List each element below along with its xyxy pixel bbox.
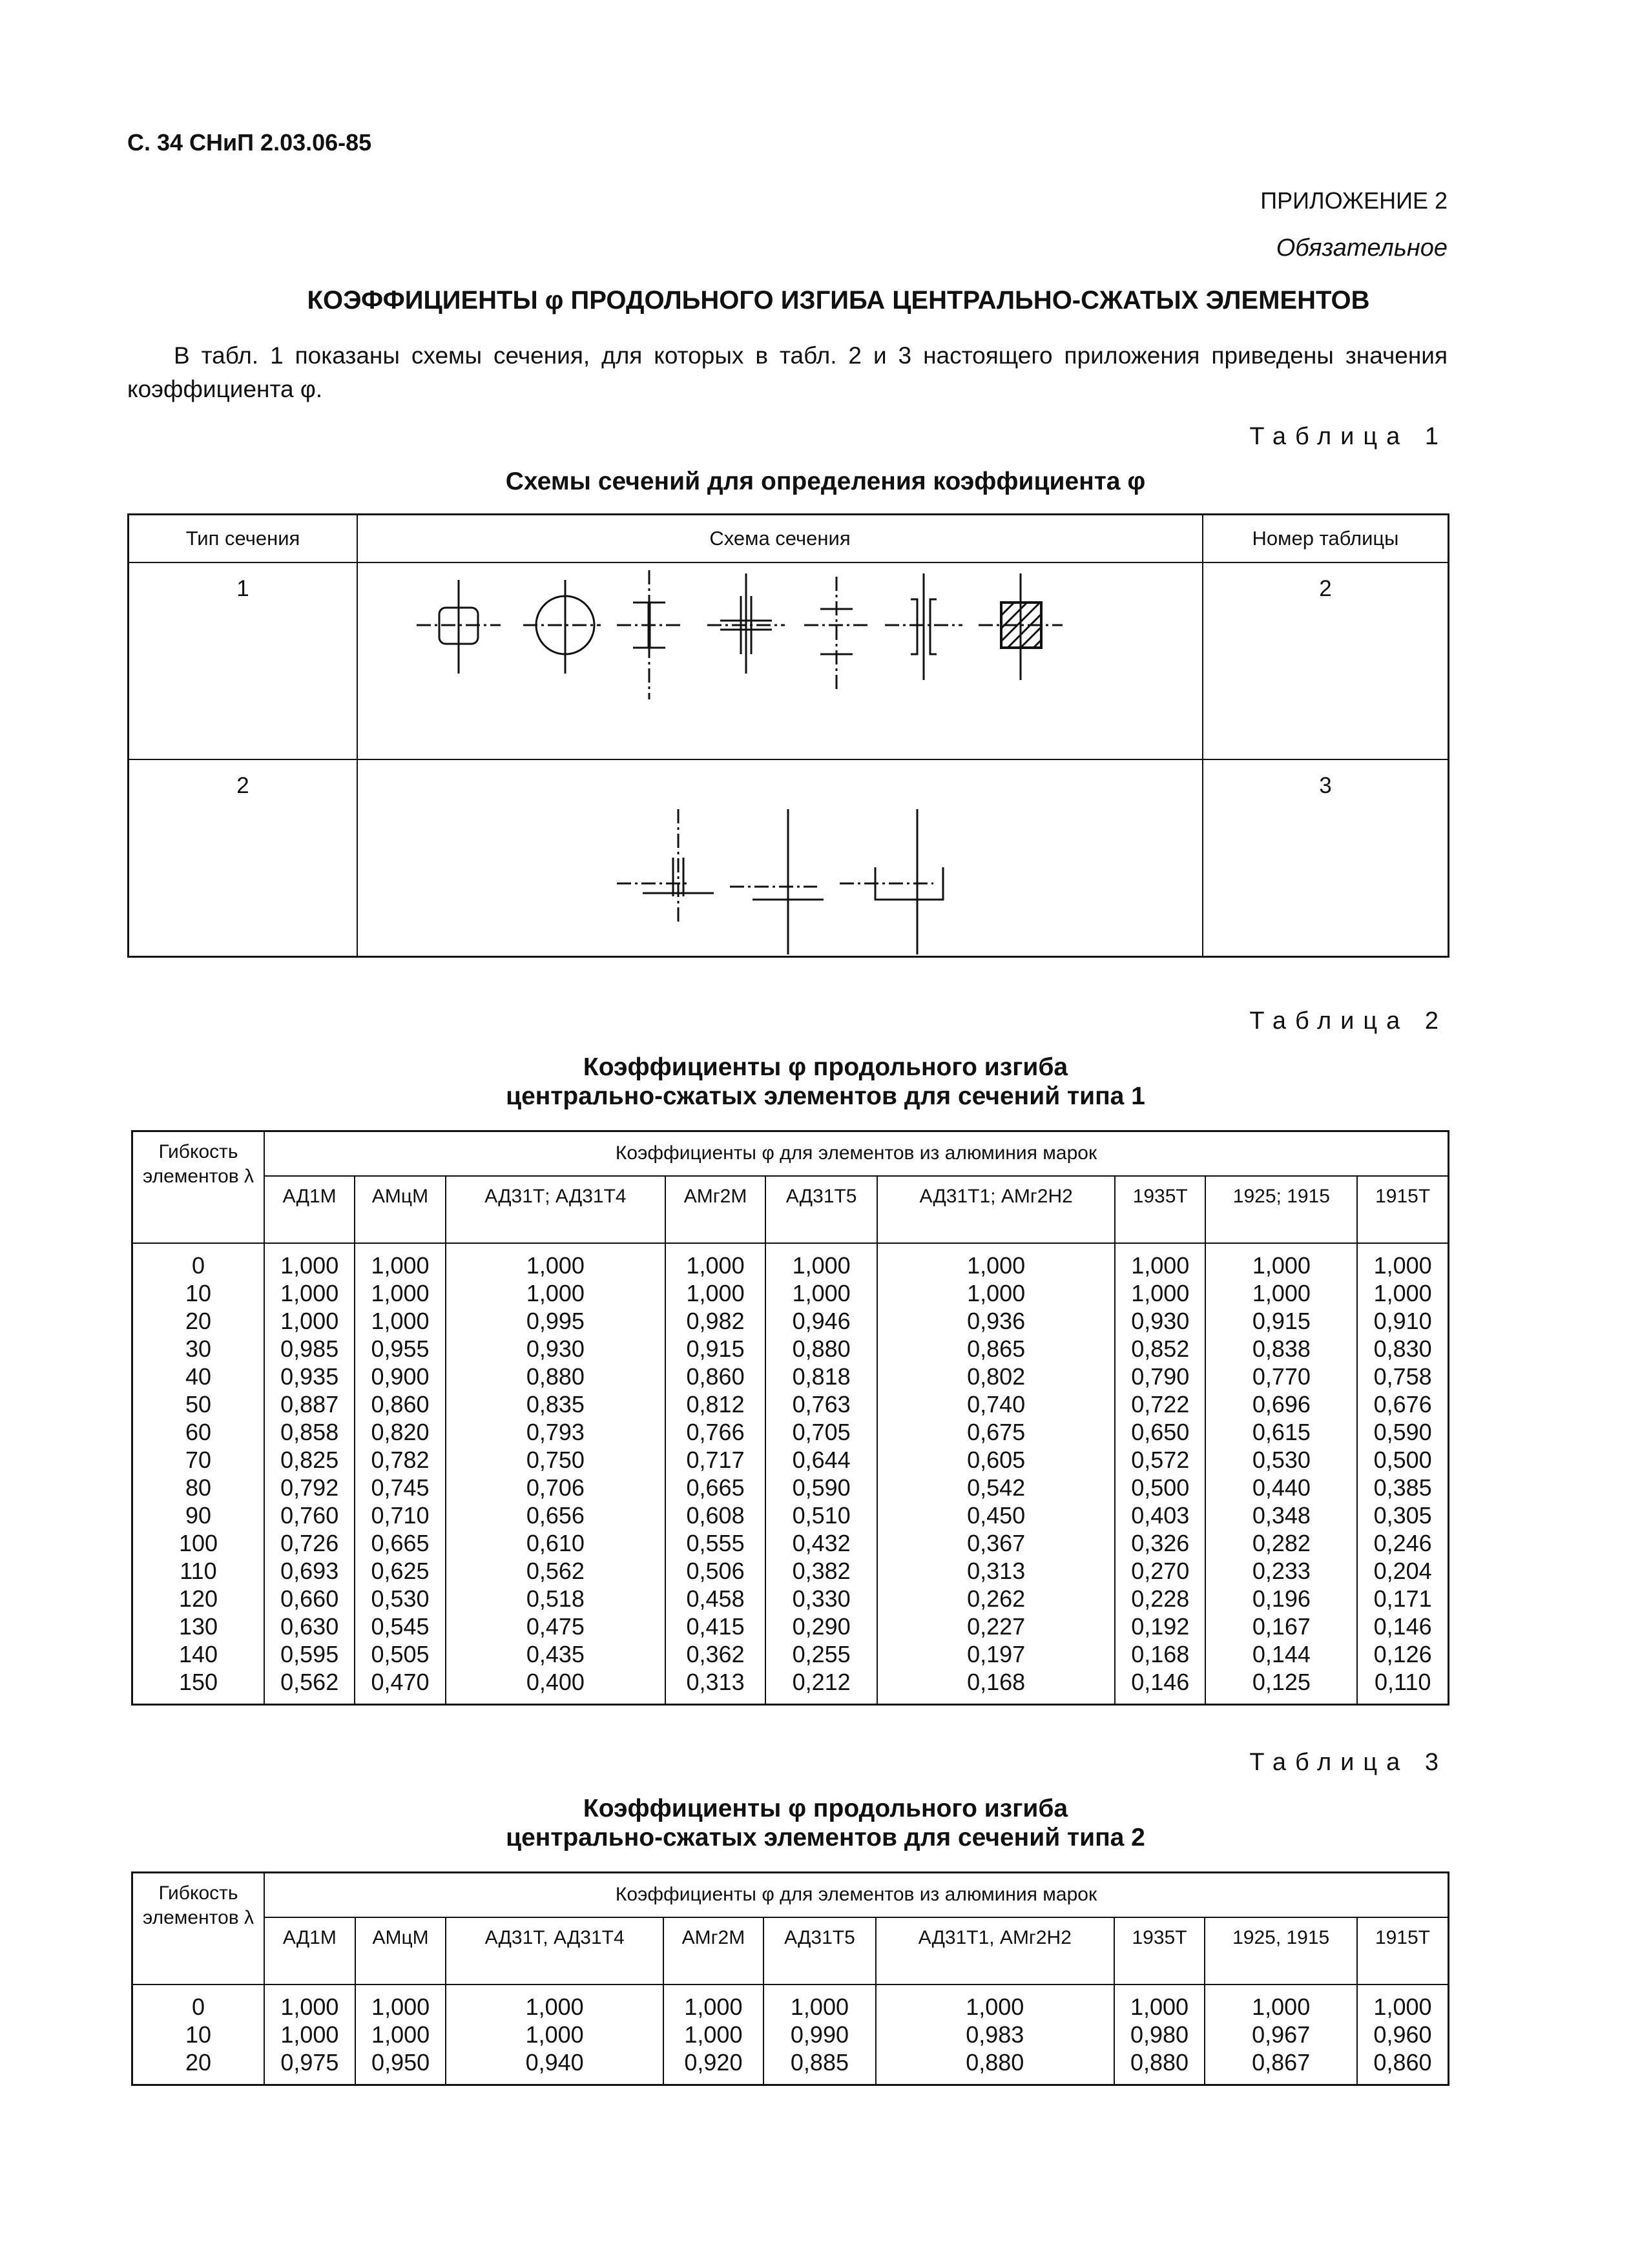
table2-cell-value: 1,000	[967, 1252, 1026, 1279]
table2-cell-value: 0,270	[1131, 1558, 1190, 1584]
table2-values-column	[264, 1243, 355, 1705]
table2-cell-value: 0,605	[967, 1447, 1026, 1473]
table2-lambda-value: 110	[180, 1558, 217, 1584]
table2-lambda-value: 140	[178, 1641, 218, 1667]
table3-cell-value: 0,983	[966, 2021, 1024, 2048]
table2-cell-value: 0,625	[371, 1558, 430, 1584]
table2-cell-value: 0,146	[1131, 1669, 1190, 1695]
table2-cell-value: 0,595	[280, 1641, 339, 1667]
table3-cell-value: 0,960	[1373, 2021, 1432, 2048]
table2-cell-value: 0,530	[371, 1585, 430, 1612]
i-beam-dashed-section-icon	[804, 577, 869, 690]
table3-column-header: АМцМ	[355, 1917, 446, 1984]
section-schemes-type1-diagram	[358, 564, 1201, 758]
table2-column-header: АД1М	[264, 1176, 355, 1243]
table2-cell-value: 0,676	[1373, 1391, 1432, 1418]
table2-cell-value: 0,782	[371, 1447, 430, 1473]
table2-cell-value: 0,126	[1373, 1641, 1432, 1667]
table2-values-column	[765, 1243, 877, 1705]
table2-cell-value: 0,167	[1252, 1613, 1311, 1640]
table2-cell-value: 0,696	[1252, 1391, 1311, 1418]
table2-cell-value: 0,500	[1131, 1474, 1190, 1501]
table3-cell-value: 0,990	[790, 2021, 849, 2048]
table3-cell-value: 0,880	[966, 2049, 1024, 2076]
table3-cell-value: 1,000	[1130, 1994, 1189, 2020]
table2-cell-value: 0,530	[1252, 1447, 1311, 1473]
table2-cell-value: 0,562	[526, 1558, 585, 1584]
table2-lambda-value: 120	[178, 1585, 218, 1612]
table3-cell-value: 0,967	[1252, 2021, 1311, 2048]
table2-cell-value: 0,790	[1131, 1363, 1190, 1390]
table2-cell-value: 1,000	[1373, 1252, 1432, 1279]
table3-column-header: АД31Т, АД31Т4	[446, 1917, 663, 1984]
table2-cell-value: 0,852	[1131, 1335, 1190, 1362]
table2-cell-value: 0,562	[280, 1669, 339, 1695]
table3-lambda-value: 20	[185, 2049, 212, 2076]
table2-cell-value: 1,000	[686, 1252, 745, 1279]
table2-cell-value: 0,802	[967, 1363, 1026, 1390]
round-tube-section-icon	[523, 580, 601, 674]
table2-cell-value: 0,262	[967, 1585, 1026, 1612]
table2-cell-value: 0,650	[1131, 1419, 1190, 1445]
table3-column-header: 1935Т	[1114, 1917, 1205, 1984]
table3-column-header: АМг2М	[663, 1917, 763, 1984]
table2-cell-value: 0,505	[371, 1641, 430, 1667]
table3-column-header: АД1М	[264, 1917, 355, 1984]
table3-lambda-value: 10	[185, 2021, 212, 2048]
table3-cell-value: 1,000	[684, 2021, 743, 2048]
table2-cell-value: 1,000	[967, 1280, 1026, 1306]
table2-cell-value: 0,995	[526, 1308, 585, 1334]
table2-cell-value: 0,204	[1373, 1558, 1432, 1584]
table2-cell-value: 0,865	[967, 1335, 1026, 1362]
table2-cell-value: 0,656	[526, 1502, 585, 1529]
table2-cell-value: 0,168	[967, 1669, 1026, 1695]
table2-column-header: 1935Т	[1115, 1176, 1205, 1243]
table1-label: Таблица 1	[1249, 423, 1448, 450]
table2-cell-value: 0,985	[280, 1335, 339, 1362]
t1-row2-table-no: 3	[1203, 759, 1449, 956]
table2-column-header: АМг2М	[665, 1176, 765, 1243]
table2-cell-value: 0,608	[686, 1502, 745, 1529]
table2-cell-value: 0,722	[1131, 1391, 1190, 1418]
table2-cell-value: 0,675	[967, 1419, 1026, 1445]
table3-column-header: АД31Т1, АМг2Н2	[876, 1917, 1114, 1984]
table2-cell-value: 0,506	[686, 1558, 745, 1584]
table2-cell-value: 0,255	[792, 1641, 851, 1667]
table2-values-column	[665, 1243, 765, 1705]
table2-values-column	[877, 1243, 1115, 1705]
table3-cell-value: 0,950	[371, 2049, 430, 2076]
table1-title: Схемы сечений для определения коэффициента φ	[505, 468, 1146, 495]
table3-lambda-value: 0	[191, 1994, 205, 2020]
table3-values-column	[1357, 1984, 1449, 2085]
table2-cell-value: 0,382	[792, 1558, 851, 1584]
table2-cell-value: 0,475	[526, 1613, 585, 1640]
table2-cell-value: 0,590	[792, 1474, 851, 1501]
table2-cell-value: 1,000	[280, 1308, 339, 1334]
table2-cell-value: 1,000	[1373, 1280, 1432, 1306]
table2-cell-value: 0,500	[1373, 1447, 1432, 1473]
table2-cell-value: 0,326	[1131, 1530, 1190, 1556]
table2-cell-value: 0,305	[1373, 1502, 1432, 1529]
table2-cell-value: 0,693	[280, 1558, 339, 1584]
table3-cell-value: 0,920	[684, 2049, 743, 2076]
table2-lambda-value: 90	[185, 1502, 212, 1529]
table1-section-schemes	[127, 513, 1449, 958]
table2-cell-value: 0,935	[280, 1363, 339, 1390]
table2-cell-value: 0,470	[371, 1669, 430, 1695]
table2-cell-value: 0,212	[792, 1669, 851, 1695]
table2-lambda-value: 30	[185, 1335, 212, 1362]
table3-column-header: АД31Т5	[763, 1917, 876, 1984]
table3-column-header: 1925, 1915	[1205, 1917, 1357, 1984]
table2-cell-value: 0,710	[371, 1502, 430, 1529]
u-channel-section-icon	[840, 809, 943, 954]
table2-lambda-value: 150	[178, 1669, 218, 1695]
table3-cell-value: 1,000	[1373, 1994, 1432, 2020]
table2-cell-value: 0,630	[280, 1613, 339, 1640]
table3-title	[0, 1794, 1651, 1852]
intro-paragraph: В табл. 1 показаны схемы сечения, для которых в табл. 2 и 3 настоящего приложения приведены значения коэффициента φ.	[127, 342, 1448, 402]
appendix-label: ПРИЛОЖЕНИЕ 2	[1260, 187, 1448, 214]
table2-cell-value: 0,930	[1131, 1308, 1190, 1334]
table2-cell-value: 0,197	[967, 1641, 1026, 1667]
cross-angles-section-icon	[707, 573, 785, 674]
table2-cell-value: 0,665	[686, 1474, 745, 1501]
table2-cell-value: 0,246	[1373, 1530, 1432, 1556]
table3-cell-value: 0,885	[790, 2049, 849, 2076]
table2-cell-value: 1,000	[280, 1252, 339, 1279]
table2-cell-value: 0,510	[792, 1502, 851, 1529]
table2-cell-value: 0,572	[1131, 1447, 1190, 1473]
table2-lambda-value: 130	[178, 1613, 218, 1640]
table3-values-column	[663, 1984, 763, 2085]
table2-values-column	[1357, 1243, 1448, 1705]
table2-title-line2: центрально-сжатых элементов для сечений типа 1	[506, 1082, 1145, 1110]
table2-cell-value: 0,282	[1252, 1530, 1311, 1556]
table2-cell-value: 1,000	[1131, 1280, 1190, 1306]
table2-cell-value: 0,717	[686, 1447, 745, 1473]
table2-cell-value: 0,192	[1131, 1613, 1190, 1640]
table3-values-column	[763, 1984, 876, 2085]
table2-cell-value: 0,590	[1373, 1419, 1432, 1445]
table2-cell-value: 0,610	[526, 1530, 585, 1556]
table2-cell-value: 0,125	[1252, 1669, 1311, 1695]
table2-lambda-value: 100	[178, 1530, 218, 1556]
t1-header-type: Тип сечения	[129, 515, 358, 563]
table3-cell-value: 1,000	[525, 1994, 584, 2020]
table3-cell-value: 0,867	[1252, 2049, 1311, 2076]
table2-cell-value: 0,555	[686, 1530, 745, 1556]
table3-lambda-column	[132, 1984, 265, 2085]
table2-lambda-value: 40	[185, 1363, 212, 1390]
table2-cell-value: 0,792	[280, 1474, 339, 1501]
table2-cell-value: 0,403	[1131, 1502, 1190, 1529]
table2-column-header: 1915Т	[1357, 1176, 1448, 1243]
table2-lambda-value: 60	[185, 1419, 212, 1445]
table3-cell-value: 1,000	[525, 2021, 584, 2048]
table2-cell-value: 0,820	[371, 1419, 430, 1445]
table2-cell-value: 0,644	[792, 1447, 851, 1473]
t1-row2-scheme	[357, 759, 1203, 956]
table2-cell-value: 0,313	[967, 1558, 1026, 1584]
table2-cell-value: 0,290	[792, 1613, 851, 1640]
table2-cell-value: 0,750	[526, 1447, 585, 1473]
table2-cell-value: 0,227	[967, 1613, 1026, 1640]
table2-header-span: Коэффициенты φ для элементов из алюминия марок	[264, 1131, 1449, 1177]
table2-lambda-value: 50	[185, 1391, 212, 1418]
table2-header-lambda: Гибкость элементов λ	[132, 1131, 265, 1244]
table2-cell-value: 0,860	[686, 1363, 745, 1390]
table2-column-header: АМцМ	[355, 1176, 445, 1243]
main-title: КОЭФФИЦИЕНТЫ φ ПРОДОЛЬНОГО ИЗГИБА ЦЕНТРАЛЬНО-СЖАТЫХ ЭЛЕМЕНТОВ	[307, 286, 1370, 314]
table2-cell-value: 1,000	[1131, 1252, 1190, 1279]
table2-cell-value: 0,385	[1373, 1474, 1432, 1501]
table2-cell-value: 0,835	[526, 1391, 585, 1418]
table2-cell-value: 0,915	[1252, 1308, 1311, 1334]
table2-cell-value: 0,362	[686, 1641, 745, 1667]
table2-cell-value: 0,400	[526, 1669, 585, 1695]
table2-label: Таблица 2	[1249, 1007, 1448, 1035]
appendix-status: Обязательное	[1276, 234, 1448, 262]
table2-cell-value: 0,665	[371, 1530, 430, 1556]
table2-cell-value: 0,168	[1131, 1641, 1190, 1667]
table2-cell-value: 1,000	[792, 1252, 851, 1279]
t1-header-table-no: Номер таблицы	[1203, 515, 1449, 563]
table3-cell-value: 1,000	[684, 1994, 743, 2020]
table2-cell-value: 0,915	[686, 1335, 745, 1362]
table2-lambda-value: 70	[185, 1447, 212, 1473]
page-header-reference: С. 34 СНиП 2.03.06-85	[127, 129, 372, 156]
table2-column-header: 1925; 1915	[1205, 1176, 1357, 1243]
table2-lambda-value: 0	[191, 1252, 205, 1279]
table3-title-line1: Коэффициенты φ продольного изгиба	[583, 1795, 1068, 1822]
table2-cell-value: 0,818	[792, 1363, 851, 1390]
table2-cell-value: 0,110	[1374, 1669, 1431, 1695]
table2-cell-value: 0,946	[792, 1308, 851, 1334]
table3-cell-value: 1,000	[280, 2021, 339, 2048]
table2-values-column	[355, 1243, 445, 1705]
table2-column-header: АД31Т1; АМг2Н2	[877, 1176, 1115, 1243]
table2-cell-value: 0,313	[686, 1669, 745, 1695]
t1-row1-type: 1	[129, 562, 358, 759]
double-tee-section-icon	[617, 809, 714, 922]
table2-cell-value: 0,766	[686, 1419, 745, 1445]
table3-values-column	[355, 1984, 446, 2085]
solid-square-section-icon	[979, 573, 1063, 680]
table3-values-column	[264, 1984, 355, 2085]
i-beam-section-icon	[617, 570, 681, 699]
table3-cell-value: 0,980	[1130, 2021, 1189, 2048]
table2-cell-value: 0,171	[1373, 1585, 1432, 1612]
square-tube-section-icon	[417, 580, 501, 674]
table2-cell-value: 0,858	[280, 1419, 339, 1445]
table3-values-column	[876, 1984, 1114, 2085]
table3-cell-value: 1,000	[966, 1994, 1024, 2020]
table2-cell-value: 0,880	[792, 1335, 851, 1362]
table2-lambda-value: 10	[185, 1280, 212, 1306]
table3-values-column	[1205, 1984, 1357, 2085]
table2-cell-value: 0,838	[1252, 1335, 1311, 1362]
table2-cell-value: 1,000	[371, 1252, 430, 1279]
t1-row1-scheme	[357, 562, 1203, 759]
table2-cell-value: 0,432	[792, 1530, 851, 1556]
table2-column-header: АД31Т; АД31Т4	[446, 1176, 665, 1243]
table2-cell-value: 0,770	[1252, 1363, 1311, 1390]
table2-values-column	[1205, 1243, 1357, 1705]
table2-cell-value: 1,000	[280, 1280, 339, 1306]
table2-values-column	[446, 1243, 665, 1705]
table3-header-lambda: Гибкость элементов λ	[132, 1873, 265, 1985]
table2-cell-value: 0,812	[686, 1391, 745, 1418]
table2-cell-value: 0,435	[526, 1641, 585, 1667]
table3-title-line2: центрально-сжатых элементов для сечений типа 2	[506, 1824, 1145, 1851]
table2-cell-value: 0,196	[1252, 1585, 1311, 1612]
table2-cell-value: 0,726	[280, 1530, 339, 1556]
table2-cell-value: 0,936	[967, 1308, 1026, 1334]
t1-row1-table-no: 2	[1203, 562, 1449, 759]
table3-cell-value: 0,975	[280, 2049, 339, 2076]
table3-cell-value: 0,940	[525, 2049, 584, 2076]
table2-cell-value: 0,415	[686, 1613, 745, 1640]
table2-cell-value: 0,825	[280, 1447, 339, 1473]
table2-cell-value: 0,440	[1252, 1474, 1311, 1501]
table3-column-header: 1915Т	[1357, 1917, 1449, 1984]
table3-header-span: Коэффициенты φ для элементов из алюминия марок	[264, 1873, 1449, 1918]
table3-cell-value: 1,000	[371, 2021, 430, 2048]
tee-section-icon	[730, 809, 824, 954]
table2-cell-value: 0,348	[1252, 1502, 1311, 1529]
table2-values-column	[1115, 1243, 1205, 1705]
table2-cell-value: 0,793	[526, 1419, 585, 1445]
table2-cell-value: 0,745	[371, 1474, 430, 1501]
table2-cell-value: 0,545	[371, 1613, 430, 1640]
double-channel-section-icon	[885, 573, 962, 680]
table2-cell-value: 0,758	[1373, 1363, 1432, 1390]
table3-cell-value: 1,000	[1252, 1994, 1311, 2020]
table2-lambda-column	[132, 1243, 265, 1705]
table2-cell-value: 0,660	[280, 1585, 339, 1612]
table2-cell-value: 0,542	[967, 1474, 1026, 1501]
table2-cell-value: 1,000	[371, 1308, 430, 1334]
table2-cell-value: 0,706	[526, 1474, 585, 1501]
table3-values-column	[446, 1984, 663, 2085]
table2-cell-value: 0,233	[1252, 1558, 1311, 1584]
table2-cell-value: 1,000	[526, 1252, 585, 1279]
table2-cell-value: 1,000	[1252, 1280, 1311, 1306]
table2-cell-value: 0,458	[686, 1585, 745, 1612]
table2-cell-value: 0,880	[526, 1363, 585, 1390]
table2-cell-value: 0,615	[1252, 1419, 1311, 1445]
table2-cell-value: 0,740	[967, 1391, 1026, 1418]
table2-cell-value: 0,146	[1373, 1613, 1432, 1640]
table2-cell-value: 0,228	[1131, 1585, 1190, 1612]
table2-cell-value: 0,830	[1373, 1335, 1432, 1362]
table2-coefficients-type1	[131, 1130, 1449, 1706]
table2-cell-value: 0,763	[792, 1391, 851, 1418]
section-schemes-type2-diagram	[358, 761, 1201, 954]
t1-header-scheme: Схема сечения	[357, 515, 1203, 563]
table2-title	[0, 1053, 1651, 1111]
table2-cell-value: 0,367	[967, 1530, 1026, 1556]
table3-label: Таблица 3	[1249, 1749, 1448, 1776]
table3-cell-value: 1,000	[790, 1994, 849, 2020]
table3-cell-value: 1,000	[280, 1994, 339, 2020]
table2-cell-value: 0,518	[526, 1585, 585, 1612]
table3-coefficients-type2	[131, 1871, 1449, 2086]
table2-cell-value: 0,930	[526, 1335, 585, 1362]
table3-values-column	[1114, 1984, 1205, 2085]
table2-cell-value: 1,000	[686, 1280, 745, 1306]
table2-cell-value: 0,887	[280, 1391, 339, 1418]
table2-cell-value: 0,144	[1252, 1641, 1311, 1667]
table2-cell-value: 0,450	[967, 1502, 1026, 1529]
table2-column-header: АД31Т5	[765, 1176, 877, 1243]
table2-cell-value: 0,982	[686, 1308, 745, 1334]
table2-lambda-value: 80	[185, 1474, 212, 1501]
table2-cell-value: 1,000	[371, 1280, 430, 1306]
table2-cell-value: 1,000	[1252, 1252, 1311, 1279]
table2-cell-value: 0,910	[1373, 1308, 1432, 1334]
t1-row2-type: 2	[129, 759, 358, 956]
table2-title-line1: Коэффициенты φ продольного изгиба	[583, 1053, 1068, 1081]
table2-cell-value: 1,000	[792, 1280, 851, 1306]
table2-cell-value: 0,760	[280, 1502, 339, 1529]
table2-cell-value: 0,705	[792, 1419, 851, 1445]
table2-cell-value: 0,955	[371, 1335, 430, 1362]
table2-lambda-value: 20	[185, 1308, 212, 1334]
table3-cell-value: 0,860	[1373, 2049, 1432, 2076]
table2-cell-value: 0,900	[371, 1363, 430, 1390]
table3-cell-value: 0,880	[1130, 2049, 1189, 2076]
table2-cell-value: 0,330	[792, 1585, 851, 1612]
table2-cell-value: 0,860	[371, 1391, 430, 1418]
table3-cell-value: 1,000	[371, 1994, 430, 2020]
table2-cell-value: 1,000	[526, 1280, 585, 1306]
